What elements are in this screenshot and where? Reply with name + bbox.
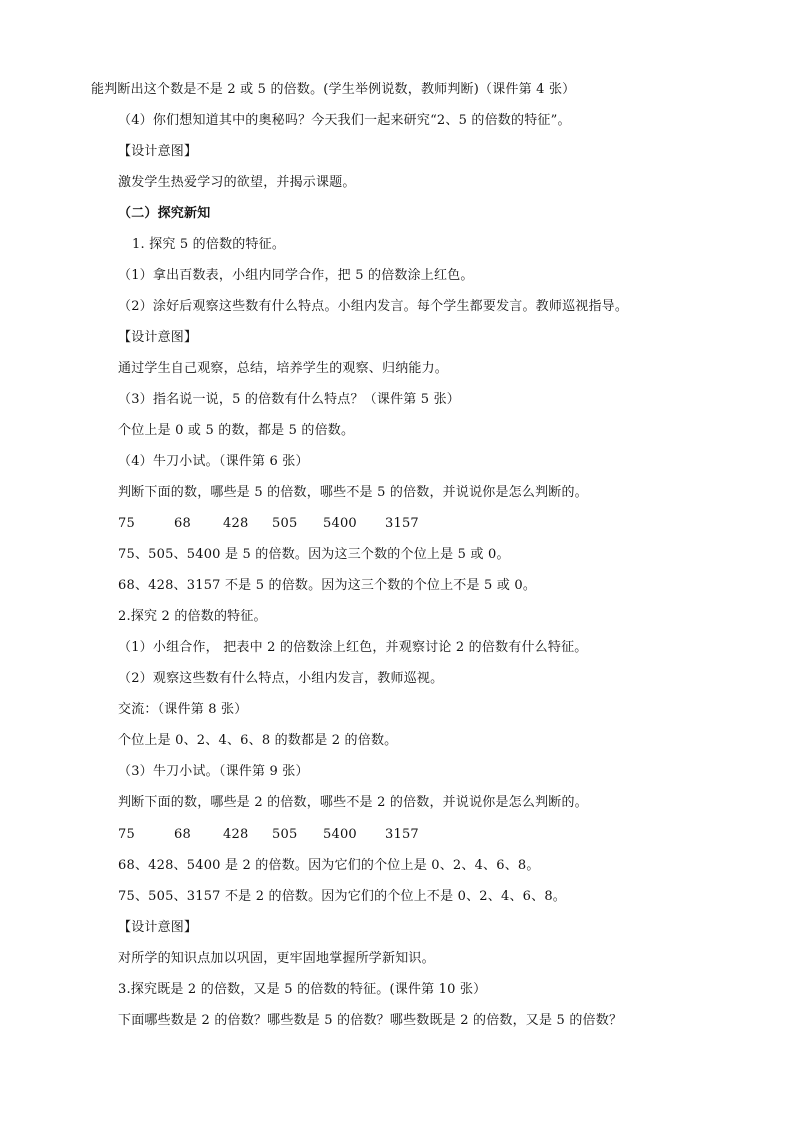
paragraph-line: 个位上是 0、2、4、6、8 的数都是 2 的倍数。 [118,733,398,748]
number-item: 5400 [323,827,357,842]
number-item: 505 [272,827,298,842]
section-heading: 【设计意图】 [118,920,198,935]
paragraph-line: （4）牛刀小试。（课件第 6 张） [118,454,309,469]
paragraph-line: 68、428、3157 不是 5 的倍数。因为这三个数的个位上不是 5 或 0。 [118,578,537,593]
paragraph-line: （1）小组合作， 把表中 2 的倍数涂上红色，并观察讨论 2 的倍数有什么特征。 [118,640,588,655]
paragraph-line: 个位上是 0 或 5 的数，都是 5 的倍数。 [118,423,355,438]
paragraph-line: 68、428、5400 是 2 的倍数。因为它们的个位上是 0、2、4、6、8。 [118,858,540,873]
number-item: 68 [174,516,191,531]
paragraph-line: （1）拿出百数表，小组内同学合作，把 5 的倍数涂上红色。 [118,268,474,283]
number-item: 75 [118,516,135,531]
paragraph-line: （3）牛刀小试。（课件第 9 张） [118,764,309,779]
paragraph-line: （3）指名说一说，5 的倍数有什么特点？（课件第 5 张） [118,392,461,407]
number-item: 68 [174,827,191,842]
number-item: 3157 [385,516,419,531]
paragraph-line: 能判断出这个数是不是 2 或 5 的倍数。(学生举例说数，教师判断)（课件第 4 张） [91,82,576,97]
number-item: 5400 [323,516,357,531]
paragraph-line: 2.探究 2 的倍数的特征。 [118,609,267,624]
paragraph-line: （4）你们想知道其中的奥秘吗？今天我们一起来研究“2、5 的倍数的特征”。 [118,113,571,128]
number-row [0,515,794,533]
number-item: 428 [223,827,249,842]
paragraph-line: 75、505、3157 不是 2 的倍数。因为它们的个位上不是 0、2、4、6、8。 [118,889,566,904]
paragraph-line: 下面哪些数是 2 的倍数？哪些数是 5 的倍数？哪些数既是 2 的倍数，又是 5 的倍数？ [118,1013,623,1028]
number-item: 3157 [385,827,419,842]
section-title: （二）探究新知 [118,206,211,221]
paragraph-line: 激发学生热爱学习的欲望，并揭示课题。 [118,175,356,190]
paragraph-line: 通过学生自己观察，总结，培养学生的观察、归纳能力。 [118,361,449,376]
number-row [0,826,794,844]
paragraph-line: 交流：（课件第 8 张） [118,702,248,717]
number-item: 505 [272,516,298,531]
paragraph-line: 75、505、5400 是 5 的倍数。因为这三个数的个位上是 5 或 0。 [118,547,510,562]
section-heading: 【设计意图】 [118,144,198,159]
paragraph-line: （2）涂好后观察这些数有什么特点。小组内发言。每个学生都要发言。教师巡视指导。 [118,299,629,314]
number-item: 75 [118,827,135,842]
paragraph-line: 1. 探究 5 的倍数的特征。 [132,237,286,252]
paragraph-line: 对所学的知识点加以巩固，更牢固地掌握所学新知识。 [118,951,435,966]
number-item: 428 [223,516,249,531]
paragraph-line: 判断下面的数，哪些是 2 的倍数，哪些不是 2 的倍数，并说说你是怎么判断的。 [118,795,588,810]
paragraph-line: 3.探究既是 2 的倍数，又是 5 的倍数的特征。(课件第 10 张） [118,982,487,997]
section-heading: 【设计意图】 [118,330,198,345]
paragraph-line: （2）观察这些数有什么特点，小组内发言，教师巡视。 [118,671,444,686]
paragraph-line: 判断下面的数，哪些是 5 的倍数，哪些不是 5 的倍数，并说说你是怎么判断的。 [118,485,588,500]
